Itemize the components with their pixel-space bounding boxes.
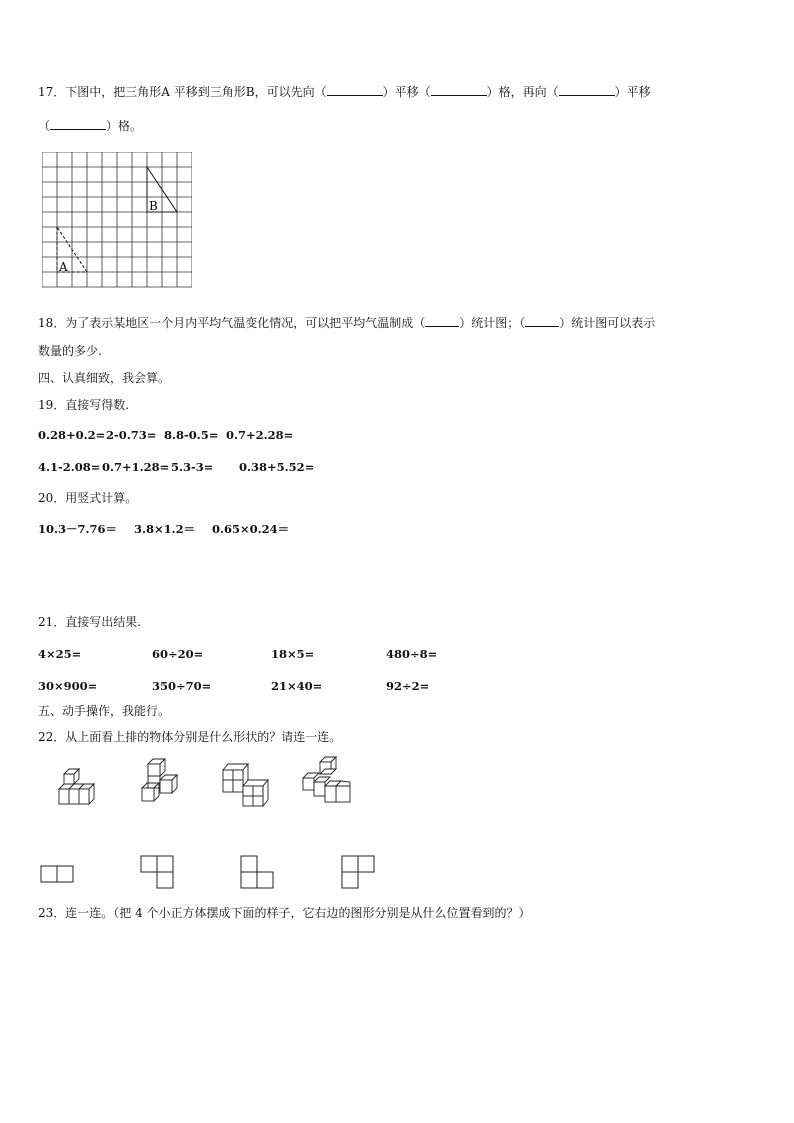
- q21-item: 4×25=: [38, 647, 82, 661]
- answer-blank-6[interactable]: [525, 314, 559, 327]
- q21-item: 350÷70=: [152, 679, 212, 693]
- q17-line2: （ ）格。: [38, 119, 143, 133]
- q21-item: 60÷20=: [152, 647, 204, 661]
- q19-item: 0.7+2.28=: [226, 428, 294, 442]
- q21-item: 30×900=: [38, 679, 98, 693]
- q19-item: 8.8-0.5=: [164, 428, 219, 442]
- top-view-shape-1: [40, 864, 76, 886]
- q21-item: 92÷2=: [386, 679, 430, 693]
- cube-figure-1: [56, 768, 106, 808]
- q17-line1: 17．下图中，把三角形A 平移到三角形B，可以先向（ ）平移（ ）格，再向（ ）平移: [38, 85, 651, 99]
- q20-item: 3.8×1.2＝: [134, 522, 196, 536]
- q19-item: 0.7+1.28=: [102, 460, 170, 474]
- cube-figure-4: [300, 756, 355, 808]
- q18-line1: 18．为了表示某地区一个月内平均气温变化情况，可以把平均气温制成（ ）统计图；（ ）统计图可以表示: [38, 316, 656, 330]
- answer-blank-3[interactable]: [559, 83, 615, 96]
- q22-title: 22．从上面看上排的物体分别是什么形状的？请连一连。: [38, 730, 342, 744]
- label-b: B: [149, 199, 158, 213]
- q20-item: 0.65×0.24＝: [212, 522, 290, 536]
- q21-item: 21×40=: [271, 679, 323, 693]
- q19-item: 0.28+0.2=: [38, 428, 106, 442]
- q21-title: 21．直接写出结果.: [38, 615, 142, 629]
- q19-title: 19．直接写得数.: [38, 398, 130, 412]
- q19-item: 2-0.73=: [106, 428, 157, 442]
- answer-blank-5[interactable]: [425, 314, 459, 327]
- label-a: A: [59, 260, 68, 274]
- top-view-shape-3: [240, 855, 278, 891]
- answer-blank-1[interactable]: [327, 83, 383, 96]
- answer-blank-2[interactable]: [431, 83, 487, 96]
- q21-item: 18×5=: [271, 647, 315, 661]
- q21-item: 480÷8=: [386, 647, 438, 661]
- q19-item: 5.3-3=: [171, 460, 214, 474]
- q20-item: 10.3－7.76＝: [38, 522, 118, 536]
- q19-item: 0.38+5.52=: [239, 460, 315, 474]
- answer-blank-4[interactable]: [50, 117, 106, 130]
- section-4-heading: 四、认真细致，我会算。: [38, 371, 171, 385]
- q20-title: 20．用竖式计算。: [38, 491, 138, 505]
- top-view-shape-4: [341, 855, 379, 891]
- cube-figure-2: [135, 758, 190, 810]
- cube-figure-3: [218, 760, 270, 808]
- section-5-heading: 五、动手操作，我能行。: [38, 704, 171, 718]
- q23-title: 23．连一连。（把 4 个小正方体摆成下面的样子，它右边的图形分别是从什么位置看到的？）: [38, 906, 531, 920]
- translation-grid: [42, 152, 192, 290]
- top-view-shape-2: [140, 855, 178, 891]
- q19-item: 4.1-2.08=: [38, 460, 101, 474]
- q18-line2: 数量的多少.: [38, 344, 102, 358]
